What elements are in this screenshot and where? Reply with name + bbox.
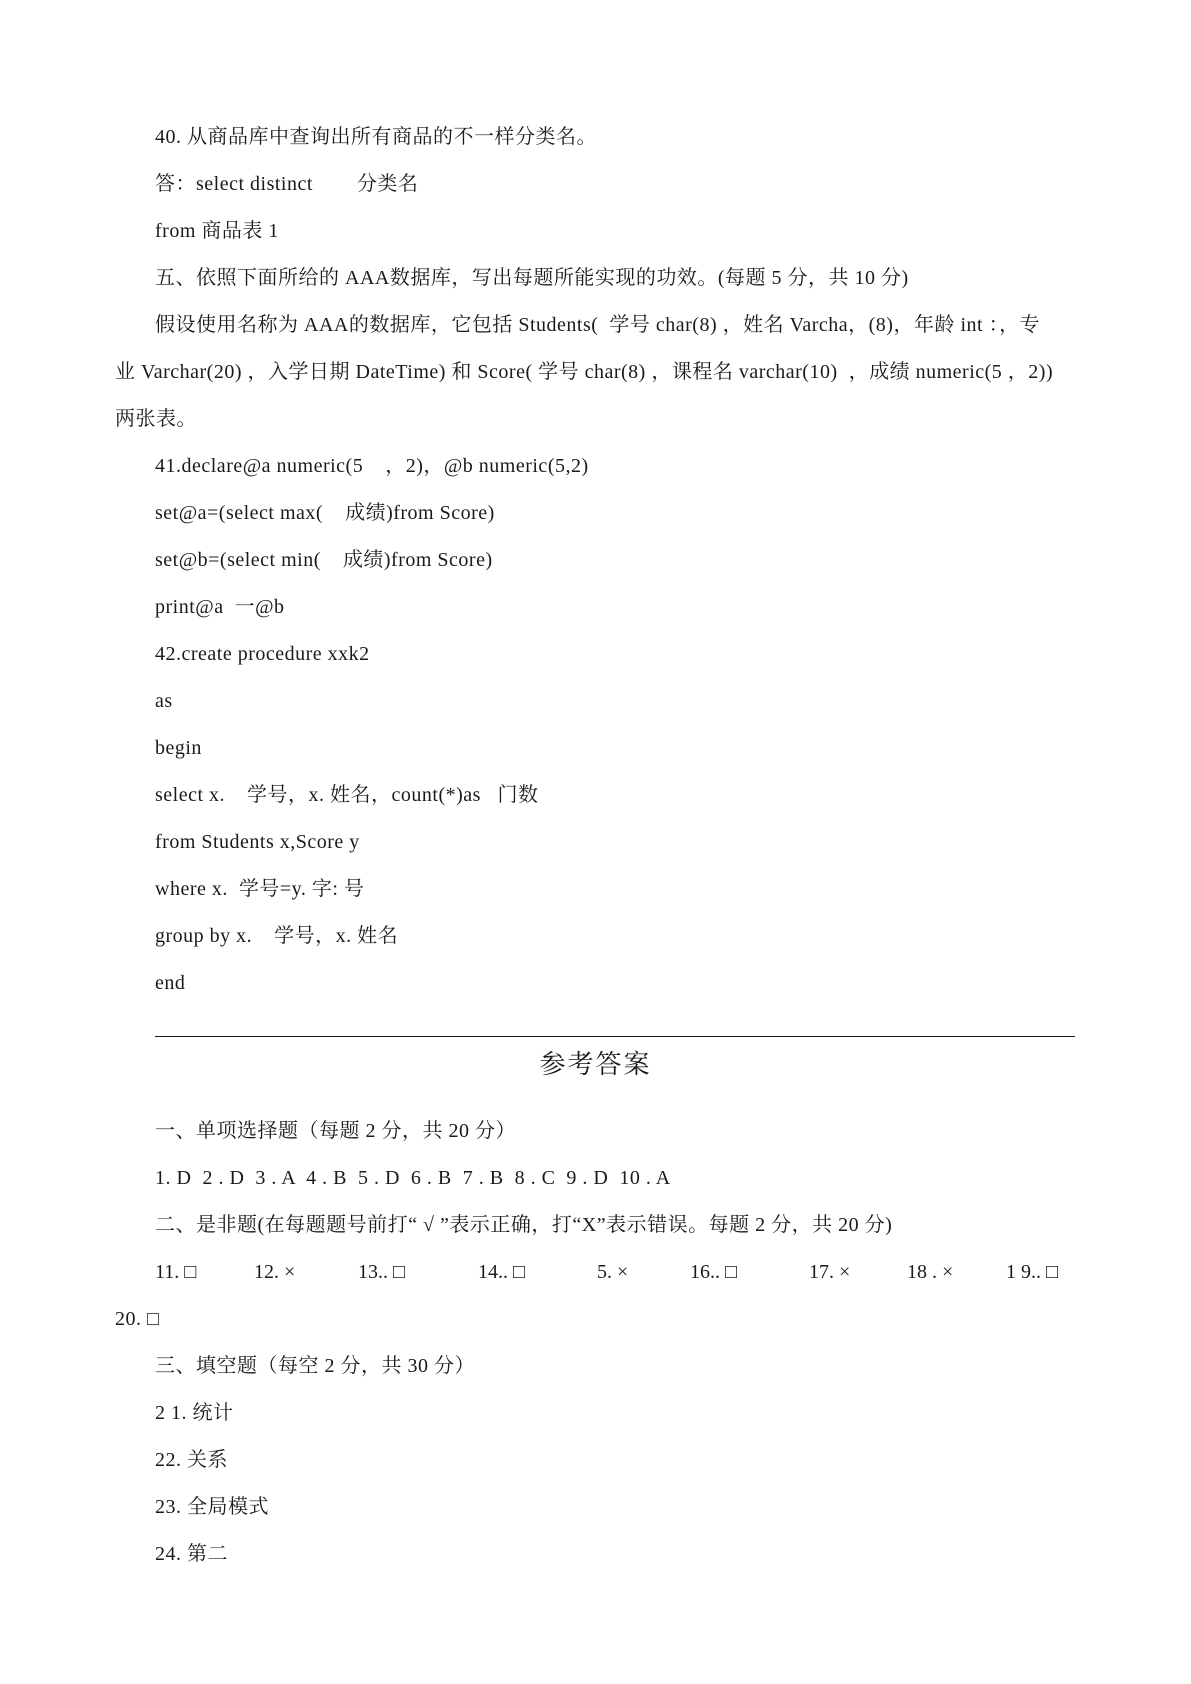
tf-answer-item: 13.. □ (358, 1261, 406, 1283)
question-42-line-2: as (155, 690, 173, 712)
question-42-line-8: end (155, 972, 186, 994)
question-40-answer-line-2: from 商品表 1 (155, 220, 279, 242)
fill-answer-23: 23. 全局模式 (155, 1496, 269, 1518)
answers-section-1-row: 1. D 2 . D 3 . A 4 . B 5 . D 6 . B 7 . B 8 . C 9 . D 10 . A (155, 1167, 671, 1189)
fill-answer-24: 24. 第二 (155, 1543, 228, 1565)
question-42-line-4: select x. 学号，x. 姓名，count(*)as 门数 (155, 784, 539, 806)
question-41-line-3: set@b=(select min( 成绩)from Score) (155, 549, 493, 571)
question-41-line-4: print@a 一@b (155, 596, 285, 618)
question-42-line-6: where x. 学号=y. 字: 号 (155, 878, 365, 900)
question-40: 40. 从商品库中查询出所有商品的不一样分类名。 (155, 126, 597, 148)
tf-answer-item: 5. × (597, 1261, 629, 1283)
question-40-answer-line-1: 答：select distinct 分类名 (155, 173, 419, 195)
question-41-line-1: 41.declare@a numeric(5 ，2)，@b numeric(5,2) (155, 455, 589, 477)
question-42-line-7: group by x. 学号，x. 姓名 (155, 925, 399, 947)
question-42-line-3: begin (155, 737, 202, 759)
tf-answer-item-20: 20. □ (115, 1308, 160, 1330)
question-42-line-1: 42.create procedure xxk2 (155, 643, 370, 665)
section-divider (155, 1036, 1075, 1037)
section-5-title: 五、依照下面所给的 AAA数据库，写出每题所能实现的功效。(每题 5 分，共 10 分) (155, 267, 909, 289)
tf-answer-item: 12. × (254, 1261, 296, 1283)
intro-line-1: 假设使用名称为 AAA的数据库，它包括 Students( 学号 char(8) ，姓名 Varcha，(8)，年龄 int ：，专 (155, 314, 1041, 336)
intro-line-3: 两张表。 (115, 408, 197, 430)
tf-answer-item: 11. □ (155, 1261, 197, 1283)
answers-section-3-title: 三、填空题（每空 2 分，共 30 分） (155, 1355, 475, 1377)
answers-heading: 参考答案 (539, 1050, 652, 1079)
tf-answer-item: 16.. □ (690, 1261, 738, 1283)
answers-section-1-title: 一、单项选择题（每题 2 分，共 20 分） (155, 1120, 516, 1142)
tf-answer-item: 14.. □ (478, 1261, 526, 1283)
tf-answer-item: 1 9.. □ (1006, 1261, 1059, 1283)
tf-answer-item: 17. × (809, 1261, 851, 1283)
fill-answer-21: 2 1. 统计 (155, 1402, 234, 1424)
fill-answer-22: 22. 关系 (155, 1449, 228, 1471)
intro-line-2: 业 Varchar(20) ，入学日期 DateTime) 和 Score( 学号 char(8) ，课程名 varchar(10) ，成绩 numeric(5 ，2)) (115, 361, 1054, 383)
question-42-line-5: from Students x,Score y (155, 831, 360, 853)
answers-section-2-title: 二、是非题(在每题题号前打“ √ ”表示正确，打“X”表示错误。每题 2 分，共 20 分) (155, 1214, 893, 1236)
tf-answer-item: 18 . × (907, 1261, 954, 1283)
question-41-line-2: set@a=(select max( 成绩)from Score) (155, 502, 495, 524)
